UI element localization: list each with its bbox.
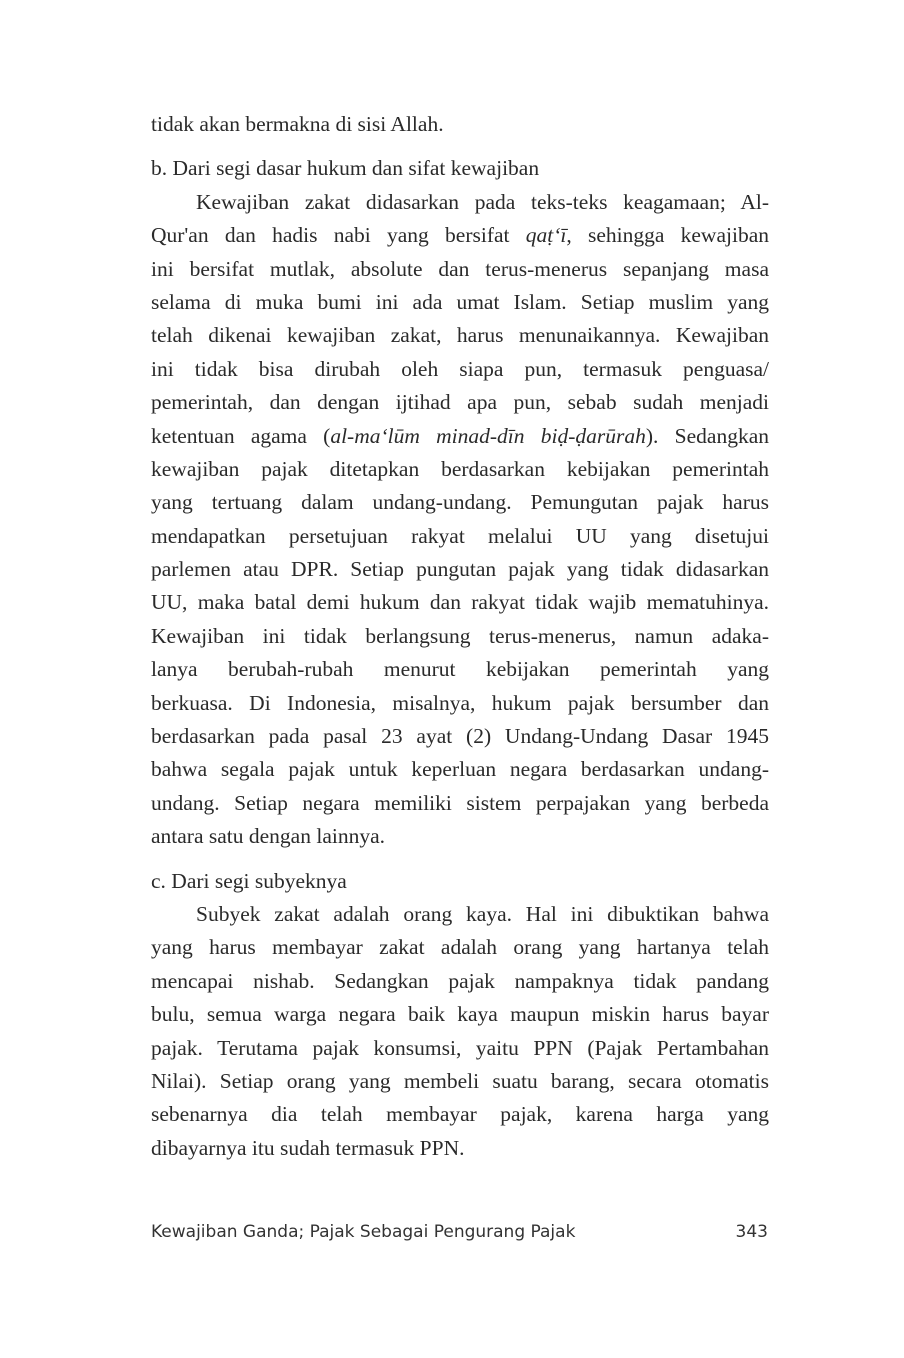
text-line: dibayarnya itu sudah termasuk PPN. [151,1135,465,1160]
section-c-paragraph [151,898,769,1165]
text-run: ). Sedangkan [645,423,770,448]
text-line: Kewajiban ini tidak berlangsung terus-menerus, namun adaka- [151,623,769,648]
intro-line: tidak akan bermakna di sisi Allah. [151,112,444,136]
text-line: Subyek zakat adalah orang kaya. Hal ini dibuktikan bahwa [196,901,769,926]
paragraph-gap [151,854,769,865]
text-line: yang harus membayar zakat adalah orang yang hartanya telah [151,935,769,960]
text-line: selama di muka bumi ini ada umat Islam. Setiap muslim yang [151,289,769,314]
arabic-term-al-malum: al-ma‘lūm minad-dīn biḍ-ḍarūrah [330,423,646,448]
section-c-heading: c. Dari segi subyeknya [151,868,347,893]
running-title: Kewajiban Ganda; Pajak Sebagai Pengurang Pajak [151,1222,576,1242]
text-run: , sehingga kewajiban [566,223,769,248]
page-number: 343 [735,1222,768,1242]
paragraph-gap [151,141,769,152]
text-run: Qur'an dan hadis nabi yang bersifat [151,223,526,248]
page-body [151,108,769,1165]
text-line: sebenarnya dia telah membayar pajak, karena harga yang [151,1102,769,1127]
text-line: mendapatkan persetujuan rakyat melalui UU yang disetujui [151,523,769,548]
arabic-term-qati: qaṭ‘ī [525,223,567,248]
text-line: bahwa segala pajak untuk keperluan negara berdasarkan undang- [151,757,769,782]
text-line: ini bersifat mutlak, absolute dan terus-menerus sepanjang masa [151,256,769,281]
text-line: UU, maka batal demi hukum dan rakyat tidak wajib mematuhinya. [151,590,769,615]
text-line: parlemen atau DPR. Setiap pungutan pajak yang tidak didasarkan [151,557,769,582]
text-line: mencapai nishab. Sedangkan pajak nampaknya tidak pandang [151,968,769,993]
text-run: ketentuan agama ( [151,423,331,448]
text-line: telah dikenai kewajiban zakat, harus menunaikannya. Kewajiban [151,323,769,348]
text-line: bulu, semua warga negara baik kaya maupun miskin harus bayar [151,1002,769,1027]
text-line: ini tidak bisa dirubah oleh siapa pun, termasuk penguasa/ [151,356,769,381]
text-line: antara satu dengan lainnya. [151,824,386,849]
page-footer [151,1222,768,1242]
text-line: pajak. Terutama pajak konsumsi, yaitu PPN (Pajak Pertambahan [151,1035,769,1060]
text-line: yang tertuang dalam undang-undang. Pemungutan pajak harus [151,490,769,515]
text-line: kewajiban pajak ditetapkan berdasarkan kebijakan pemerintah [151,456,769,481]
text-line [151,219,769,252]
text-line [151,420,769,453]
text-line: berdasarkan pada pasal 23 ayat (2) Undang-Undang Dasar 1945 [151,724,769,749]
text-line: Kewajiban zakat didasarkan pada teks-teks keagamaan; Al- [196,189,769,214]
text-line: undang. Setiap negara memiliki sistem perpajakan yang berbeda [151,790,769,815]
text-line: lanya berubah-rubah menurut kebijakan pemerintah yang [151,657,769,682]
text-line: berkuasa. Di Indonesia, misalnya, hukum pajak bersumber dan [151,690,769,715]
text-line: pemerintah, dan dengan ijtihad apa pun, sebab sudah menjadi [151,390,769,415]
section-b-paragraph [151,186,769,854]
text-line: Nilai). Setiap orang yang membeli suatu barang, secara otomatis [151,1068,769,1093]
section-b-heading: b. Dari segi dasar hukum dan sifat kewajiban [151,156,540,181]
